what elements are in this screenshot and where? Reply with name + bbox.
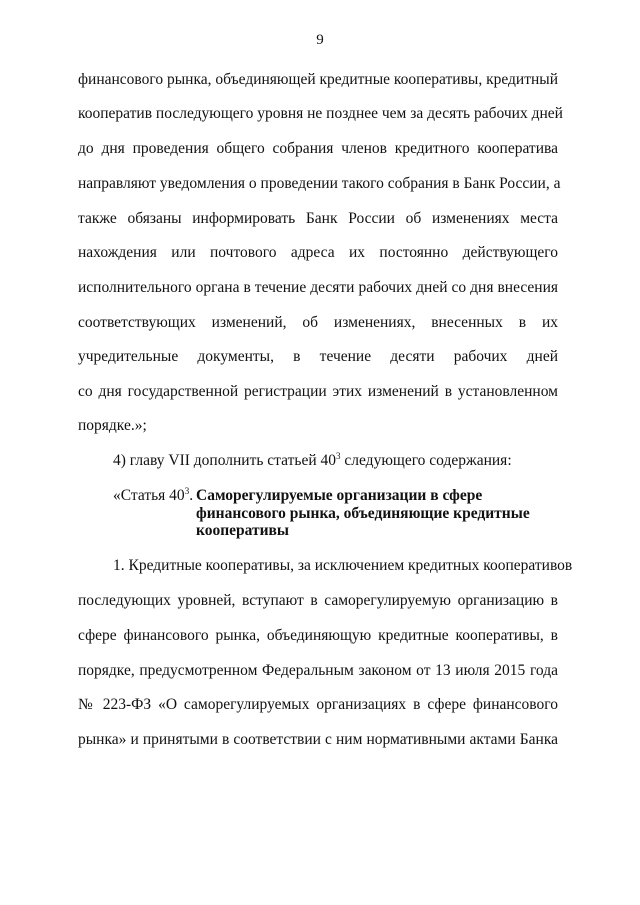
text-line: рынка» и принятыми в соответствии с ним нормативными актами Банка	[78, 731, 558, 748]
amendment-item-4	[113, 451, 558, 471]
text-line: финансового рынка, объединяющей кредитные кооперативы, кредитный	[78, 71, 558, 88]
text-line: учредительные документы, в течение десяти рабочих дней	[78, 348, 558, 365]
superscript: 3	[336, 451, 341, 461]
article-title-line: кооперативы	[196, 522, 290, 539]
text-line: сфере финансового рынка, объединяющую кредитные кооперативы, в	[78, 627, 558, 644]
text-line: № 223-ФЗ «О саморегулируемых организациях в сфере финансового	[78, 696, 558, 713]
text-line: 1. Кредитные кооперативы, за исключением кредитных кооперативов	[113, 557, 573, 574]
text-line: кооператив последующего уровня не позднее чем за десять рабочих дней	[78, 105, 563, 122]
page-number: 9	[316, 32, 324, 48]
text-line: последующих уровней, вступают в саморегулируемую организацию в	[78, 592, 558, 609]
text-line: исполнительного органа в течение десяти рабочих дней со дня внесения	[78, 279, 558, 296]
text-line: также обязаны информировать Банк России об изменениях места	[78, 210, 558, 227]
article-label: «Статья $40^3$.	[113, 486, 194, 504]
amendment-text: 4) главу VII дополнить статьей 40	[113, 452, 337, 469]
text-line: соответствующих изменений, об изменениях, внесенных в их	[78, 314, 558, 331]
text-line: до дня проведения общего собрания членов кредитного кооператива	[78, 140, 558, 157]
text-line: направляют уведомления о проведении такого собрания в Банк России, а	[78, 175, 561, 192]
article-title-line: финансового рынка, объединяющие кредитные	[196, 505, 530, 522]
text-line: порядке, предусмотренном Федеральным законом от 13 июля 2015 года	[78, 662, 558, 679]
article-title-line: Саморегулируемые организации в сфере	[196, 487, 483, 504]
text-line: со дня государственной регистрации этих изменений в установленном	[78, 383, 558, 400]
amendment-text-end: следующего содержания:	[340, 452, 512, 469]
text-line: нахождения или почтового адреса их постоянно действующего	[78, 244, 558, 261]
text-line: порядке.»;	[78, 417, 147, 434]
